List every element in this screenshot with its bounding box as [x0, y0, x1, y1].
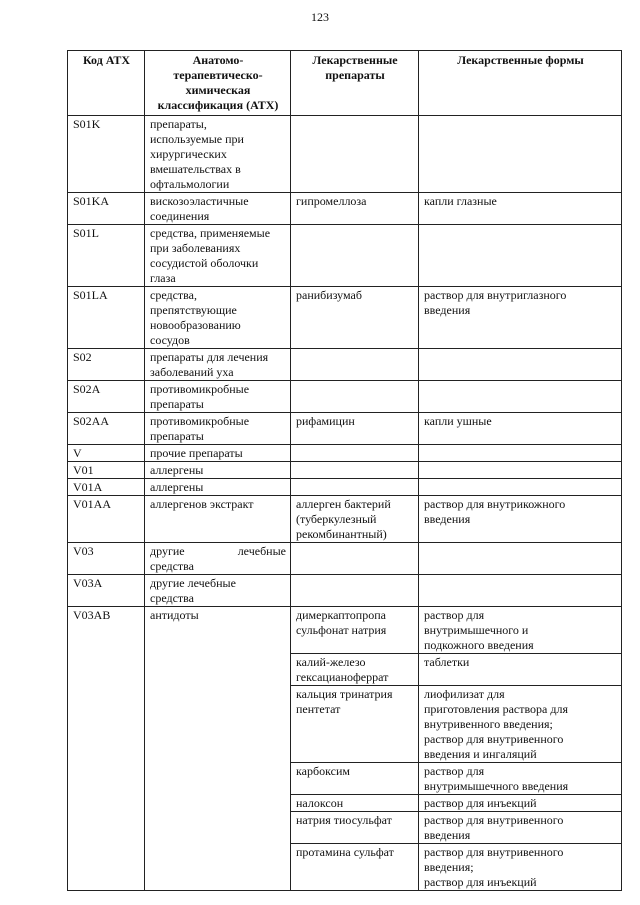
drug-cell: димеркаптопропа сульфонат натрия	[291, 607, 419, 654]
drug-cell: аллерген бактерий (туберкулезный рекомбинантный)	[291, 496, 419, 543]
classification-cell: средства, препятствующие новообразованию сосудов	[145, 287, 291, 349]
form-cell: таблетки	[419, 654, 622, 686]
drug-cell: ранибизумаб	[291, 287, 419, 349]
form-cell: раствор для внутриглазного введения	[419, 287, 622, 349]
classification-cell: вискозоэластичные соединения	[145, 193, 291, 225]
atx-code-cell: V01A	[68, 479, 145, 496]
atx-code-cell: V03AB	[68, 607, 145, 891]
header-dosage-forms: Лекарственные формы	[419, 51, 622, 116]
classification-cell: прочие препараты	[145, 445, 291, 462]
form-cell: раствор для внутримышечного введения	[419, 763, 622, 795]
atx-code-cell: S02A	[68, 381, 145, 413]
classification-cell: противомикробные препараты	[145, 413, 291, 445]
table-row	[68, 116, 622, 193]
table-row	[68, 225, 622, 287]
drug-cell	[291, 116, 419, 193]
drug-cell: налоксон	[291, 795, 419, 812]
drug-cell	[291, 445, 419, 462]
form-cell: раствор для внутривенного введения; раствор для инъекций	[419, 844, 622, 891]
drug-cell	[291, 225, 419, 287]
atx-code-cell: V01	[68, 462, 145, 479]
drug-cell: натрия тиосульфат	[291, 812, 419, 844]
drug-cell: калий-железо гексацианоферрат	[291, 654, 419, 686]
classification-cell: аллергены	[145, 479, 291, 496]
form-cell	[419, 225, 622, 287]
form-cell	[419, 479, 622, 496]
atx-code-cell: S01KA	[68, 193, 145, 225]
atx-code-cell: S01L	[68, 225, 145, 287]
atx-table	[67, 50, 622, 891]
table-row	[68, 462, 622, 479]
table-row	[68, 381, 622, 413]
table-row	[68, 479, 622, 496]
classification-cell	[145, 543, 291, 575]
form-cell	[419, 116, 622, 193]
form-cell: капли глазные	[419, 193, 622, 225]
table-row	[68, 445, 622, 462]
drug-cell: гипромеллоза	[291, 193, 419, 225]
classification-cell: другие лечебные средства	[145, 575, 291, 607]
table-row	[68, 349, 622, 381]
atx-code-cell: V	[68, 445, 145, 462]
classification-cell: аллергенов экстракт	[145, 496, 291, 543]
classification-cell: средства, применяемые при заболеваниях сосудистой оболочки глаза	[145, 225, 291, 287]
form-cell: лиофилизат для приготовления раствора для внутривенного введения; раствор для внутривенного введения и ингаляций	[419, 686, 622, 763]
classification-cell: аллергены	[145, 462, 291, 479]
classification-cell: противомикробные препараты	[145, 381, 291, 413]
drug-cell	[291, 381, 419, 413]
header-atx-code: Код АТХ	[68, 51, 145, 116]
form-cell: раствор для внутрикожного введения	[419, 496, 622, 543]
drug-cell: протамина сульфат	[291, 844, 419, 891]
classification-cell: препараты, используемые при хирургических вмешательствах в офтальмологии	[145, 116, 291, 193]
form-cell: раствор для инъекций	[419, 795, 622, 812]
atx-code-cell: S01K	[68, 116, 145, 193]
form-cell	[419, 445, 622, 462]
table-header-row	[68, 51, 622, 116]
drug-cell: карбоксим	[291, 763, 419, 795]
atx-code-cell: V03A	[68, 575, 145, 607]
drug-cell	[291, 575, 419, 607]
form-cell: раствор для внутримышечного и подкожного введения	[419, 607, 622, 654]
drug-cell: кальция тринатрия пентетат	[291, 686, 419, 763]
form-cell	[419, 462, 622, 479]
atx-code-cell: V01AA	[68, 496, 145, 543]
form-cell	[419, 543, 622, 575]
drug-cell	[291, 543, 419, 575]
atx-code-cell: S02	[68, 349, 145, 381]
drug-cell	[291, 349, 419, 381]
header-atx-classification: Анатомо- терапевтическо- химическая классификация (АТХ)	[145, 51, 291, 116]
atx-code-cell: V03	[68, 543, 145, 575]
table-row	[68, 607, 622, 654]
drug-cell: рифамицин	[291, 413, 419, 445]
classification-cell: антидоты	[145, 607, 291, 891]
form-cell	[419, 349, 622, 381]
table-row	[68, 543, 622, 575]
classification-line: другие лечебные	[150, 544, 286, 558]
classification-cell: препараты для лечения заболеваний уха	[145, 349, 291, 381]
form-cell: раствор для внутривенного введения	[419, 812, 622, 844]
classification-line: средства	[150, 559, 195, 573]
drug-cell	[291, 479, 419, 496]
table-row	[68, 193, 622, 225]
atx-code-cell: S01LA	[68, 287, 145, 349]
drug-cell	[291, 462, 419, 479]
table-row	[68, 413, 622, 445]
table-row	[68, 575, 622, 607]
table-row	[68, 287, 622, 349]
atx-code-cell: S02AA	[68, 413, 145, 445]
page-number: 123	[311, 10, 329, 24]
header-drugs: Лекарственные препараты	[291, 51, 419, 116]
form-cell: капли ушные	[419, 413, 622, 445]
form-cell	[419, 575, 622, 607]
form-cell	[419, 381, 622, 413]
table-row	[68, 496, 622, 543]
